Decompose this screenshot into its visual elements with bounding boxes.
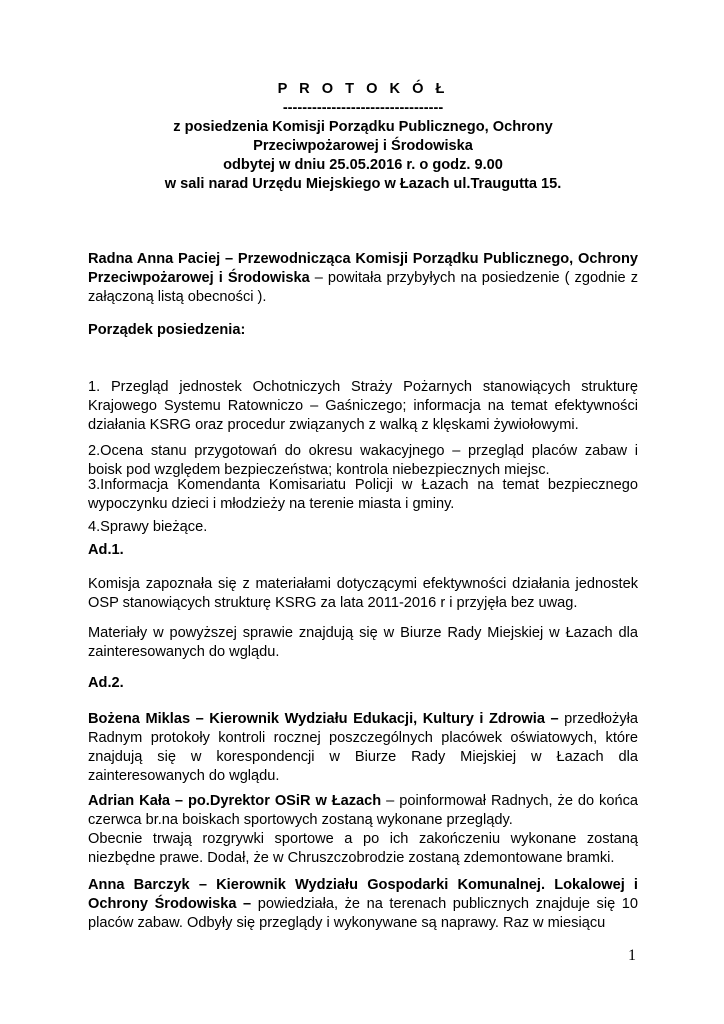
intro-text: – powitała przybyłych na posiedzenie ( zgodnie z załączoną listą obecności ). [88, 270, 638, 305]
ad2-text-2: – poinformował Radnych, że do końca czerwca br.na boiskach sportowych zostaną wykonane przeglądy. [88, 793, 639, 828]
header-line-3: odbytej w dniu 25.05.2016 r. o godz. 9.00 [223, 157, 503, 173]
ad2-text-1: przedłożyła Radnym protokoły kontroli rocznej poszczególnych placówek oświatowych, które znajdują się w korespondencji w Biurze Rady Miejskiej w Łazach dla zainteresowanych do wglądu. [88, 711, 638, 784]
ad2-statement-1 [88, 710, 638, 786]
intro-paragraph [88, 250, 638, 307]
intro-speaker: Radna Anna Paciej – Przewodnicząca Komisji Porządku Publicznego, Ochrony Przeciwpożarowej i Środowiska [88, 251, 638, 286]
agenda-item-3: 3.Informacja Komendanta Komisariatu Policji w Łazach na temat bezpiecznego wypoczynku dzieci i młodzieży na terenie miasta i gminy. [88, 477, 638, 512]
ad2-heading: Ad.2. [88, 675, 124, 691]
ad2-text-3: powiedziała, że na terenach publicznych znajduje się 10 placów zabaw. Odbyły się przeglądy i wykonywane są naprawy. Raz w miesiącu [88, 896, 638, 931]
agenda-item-4: 4.Sprawy bieżące. [88, 519, 208, 535]
title-separator: --------------------------------- [282, 100, 444, 116]
document-header [88, 80, 638, 194]
ad1-paragraph-1: Komisja zapoznała się z materiałami dotyczącymi efektywności działania jednostek OSP stanowiących strukturę KSRG za lata 2011-2016 r i przyjęła bez uwag. [88, 576, 638, 611]
header-line-4: w sali narad Urzędu Miejskiego w Łazach ul.Traugutta 15. [164, 176, 562, 192]
ad2-speaker-2: Adrian Kała – po.Dyrektor OSiR w Łazach [88, 793, 382, 809]
ad2-speaker-3: Anna Barczyk – Kierownik Wydziału Gospodarki Komunalnej. Lokalowej i Ochrony Środowiska – [88, 877, 638, 912]
ad2-statement-2 [88, 792, 638, 868]
header-line-2: Przeciwpożarowej i Środowiska [253, 138, 473, 154]
ad1-heading: Ad.1. [88, 542, 124, 558]
page-number: 1 [628, 947, 636, 964]
ad2-statement-3 [88, 876, 638, 933]
ad1-paragraph-2: Materiały w powyższej sprawie znajdują się w Biurze Rady Miejskiej w Łazach dla zainteresowanych do wglądu. [88, 625, 638, 660]
ad2-text-2b: Obecnie trwają rozgrywki sportowe a po ich zakończeniu wykonane zostaną niezbędne prawe. Dodał, że w Chruszczobrodzie zostaną zdemontowane bramki. [88, 831, 638, 866]
agenda-item-2: 2.Ocena stanu przygotowań do okresu wakacyjnego – przegląd placów zabaw i boisk pod względem bezpieczeństwa; kontrola niebezpiecznych miejsc. [88, 443, 638, 478]
agenda-item-1: 1. Przegląd jednostek Ochotniczych Straży Pożarnych stanowiących strukturę Krajowego Systemu Ratowniczo – Gaśniczego; informacja na temat efektywności działania KSRG oraz procedur związanych z walką z klęskami żywiołowymi. [88, 379, 638, 433]
agenda-heading: Porządek posiedzenia: [88, 322, 246, 338]
document-title: P R O T O K Ó Ł [277, 81, 449, 97]
ad2-speaker-1: Bożena Miklas – Kierownik Wydziału Edukacji, Kultury i Zdrowia – [88, 711, 559, 727]
header-line-1: z posiedzenia Komisji Porządku Publicznego, Ochrony [173, 119, 553, 135]
